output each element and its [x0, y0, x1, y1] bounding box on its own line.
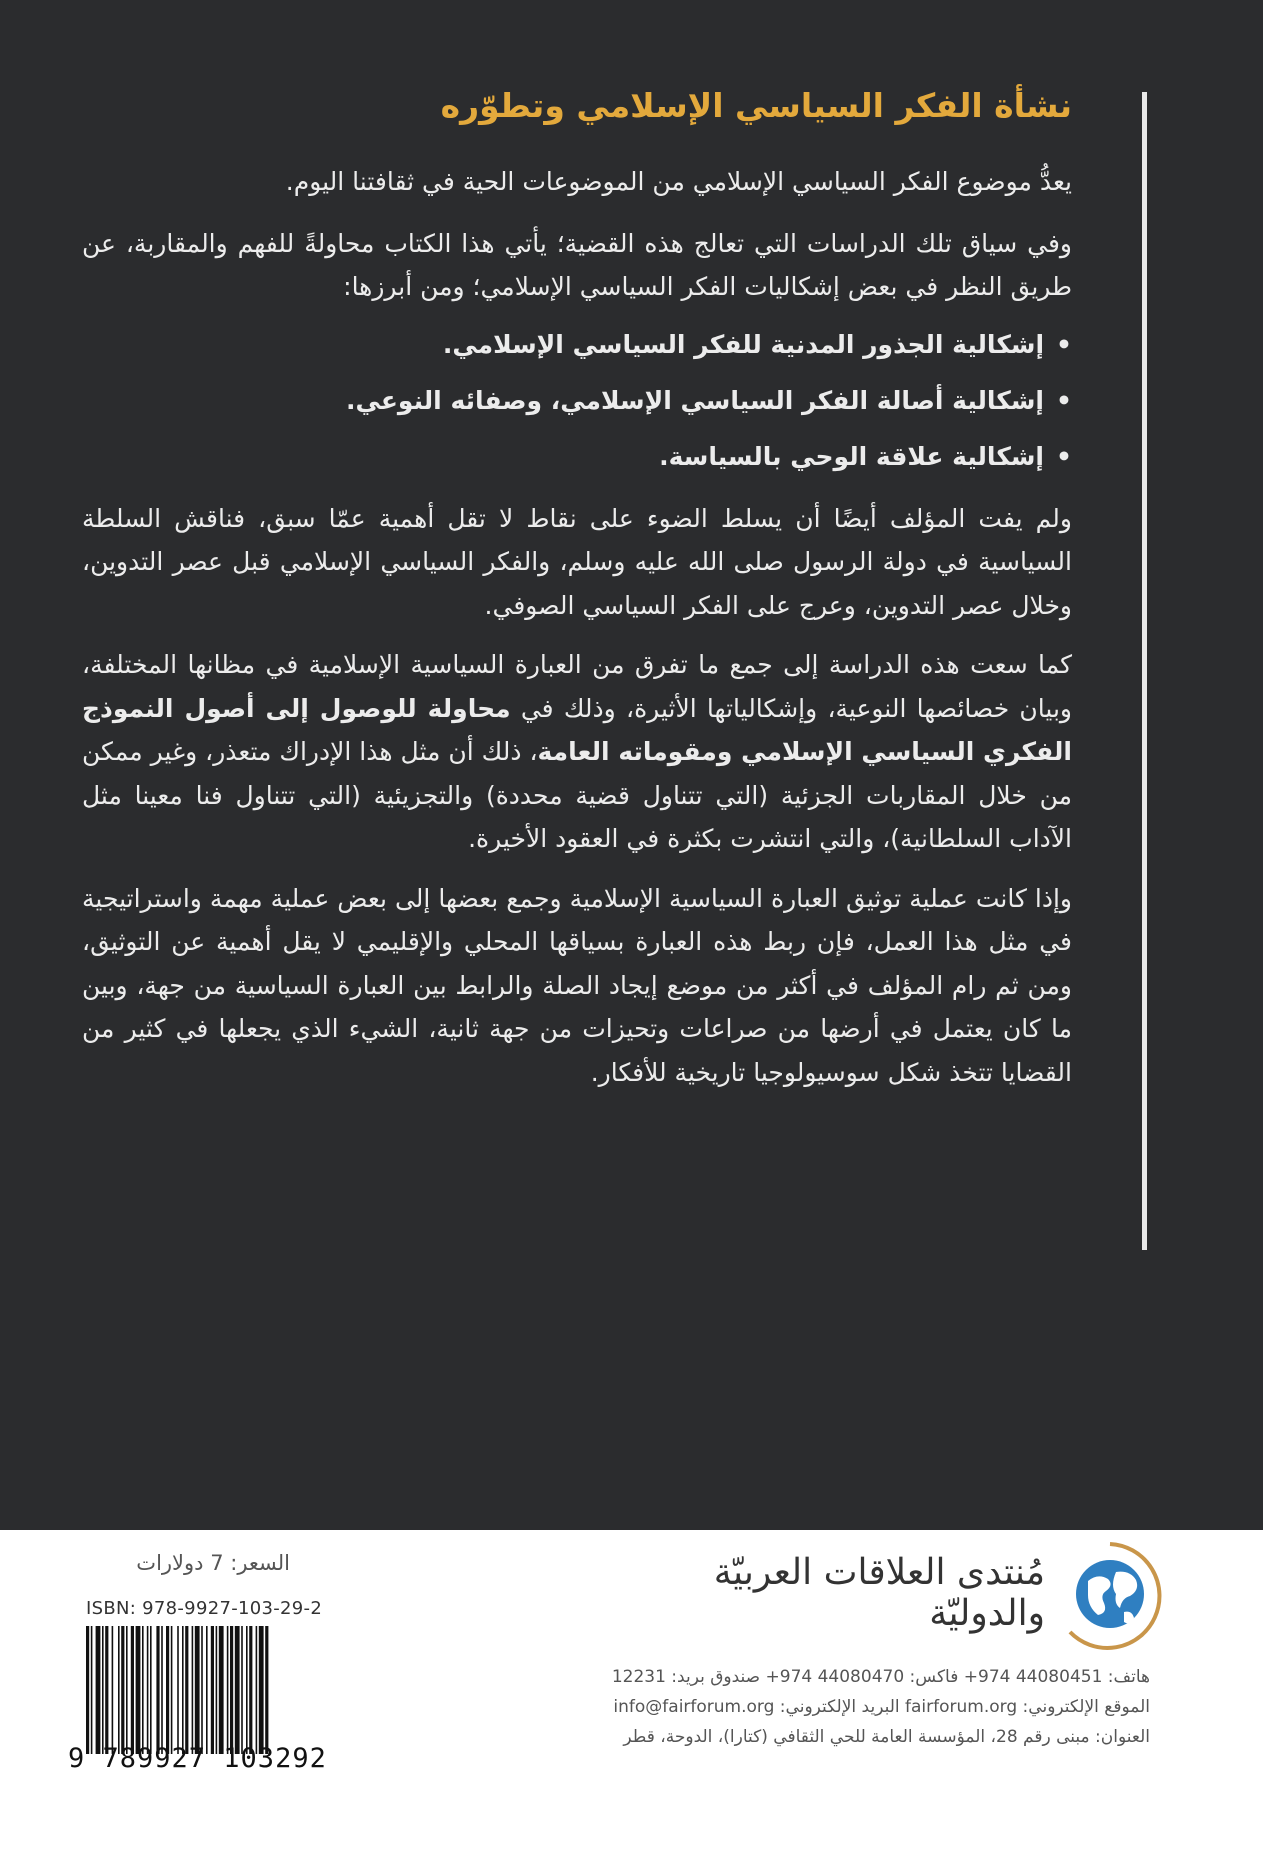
barcode-bar — [216, 1626, 218, 1754]
blurb — [82, 78, 1072, 1110]
barcode-bar — [156, 1626, 159, 1754]
barcode-bar — [182, 1626, 184, 1754]
barcode-bar — [136, 1626, 141, 1754]
study-aim-emphasis: محاولة للوصول إلى أصول النموذج الفكري السياسي الإسلامي ومقوماته العامة — [82, 693, 1072, 766]
book-title: نشأة الفكر السياسي الإسلامي وتطوّره — [440, 86, 1072, 125]
barcode-bar — [235, 1626, 240, 1754]
barcode-bar — [241, 1626, 243, 1754]
paragraph-author-topics: ولم يفت المؤلف أيضًا أن يسلط الضوء على نقاط لا تقل أهمية عمّا سبق، فناقش السلطة السياسية في دولة الرسول صلى الله عليه وسلم، والفكر السياسي الإسلامي قبل عصر التدوين، وخلال عصر التدوين، وعرج على الفكر السياسي الصوفي. — [82, 503, 1072, 620]
barcode-bar — [96, 1626, 101, 1754]
bullet-marker: • — [1056, 329, 1072, 359]
publisher-name: مُنتدى العلاقات العربيّة والدوليّة — [713, 1552, 1045, 1634]
intro-paragraph: يعدُّ موضوع الفكر السياسي الإسلامي من الموضوعات الحية في ثقافتنا اليوم. — [285, 167, 1072, 196]
barcode-bar — [201, 1626, 203, 1754]
list-item — [82, 381, 1072, 421]
list-item-text: إشكالية علاقة الوحي بالسياسة. — [659, 441, 1045, 471]
barcode-bar — [91, 1626, 93, 1754]
barcode-bar — [142, 1626, 144, 1754]
list-item-text: إشكالية أصالة الفكر السياسي الإسلامي، وصفائه النوعي. — [346, 385, 1045, 415]
publisher-contact — [590, 1662, 1150, 1752]
barcode-bar — [185, 1626, 188, 1754]
barcode-bar — [192, 1626, 194, 1754]
barcode-bar — [126, 1626, 128, 1754]
barcode-bar — [171, 1626, 173, 1754]
barcode-bar — [195, 1626, 200, 1754]
study-aim-text-continued: ، ذلك أن مثل هذا الإدراك متعذر، وغير ممكن من خلال المقاربات الجزئية (التي تتناول قضية محددة) والتجزيئية (التي تتناول فنا معينا مثل الآداب السلطانية)، والتي انتشرت بكثرة في العقود الأخيرة. — [82, 737, 1072, 853]
barcode-bar — [249, 1626, 252, 1754]
barcode-bar — [131, 1626, 134, 1754]
barcode-bar — [161, 1626, 163, 1754]
barcode-bar — [259, 1626, 264, 1754]
barcode-digits: 9 789927 103292 — [68, 1743, 327, 1774]
barcode-bar — [219, 1626, 224, 1754]
barcode-bar — [230, 1626, 233, 1754]
price-label: السعر: 7 دولارات — [136, 1551, 290, 1575]
barcode-bar — [118, 1626, 120, 1754]
barcode-bar — [265, 1626, 268, 1754]
bullet-marker: • — [1056, 441, 1072, 471]
contact-phone: هاتف: 44080451 974+ فاكس: 44080470 974+ صندوق بريد: 12231 — [611, 1667, 1150, 1687]
paragraph-problems: وفي سياق تلك الدراسات التي تعالج هذه القضية؛ يأتي هذا الكتاب محاولةً للفهم والمقاربة، عن طريق النظر في بعض إشكاليات الفكر السياسي الإسلامي؛ ومن أبرزها: — [82, 228, 1072, 301]
barcode-bar — [246, 1626, 248, 1754]
vertical-divider — [1142, 92, 1147, 1250]
barcode-bar — [227, 1626, 229, 1754]
barcode-bar — [166, 1626, 169, 1754]
barcode-bar — [112, 1626, 114, 1754]
contact-address: العنوان: مبنى رقم 28، المؤسسة العامة للحي الثقافي (كتارا)، الدوحة، قطر — [623, 1727, 1150, 1747]
list-item-text: إشكالية الجذور المدنية للفكر السياسي الإسلامي. — [442, 329, 1045, 359]
list-item — [82, 325, 1072, 365]
paragraph-documentation: وإذا كانت عملية توثيق العبارة السياسية الإسلامية وجمع بعضها إلى بعض عملية مهمة واستراتيجية في مثل هذا العمل، فإن ربط هذه العبارة بسياقها المحلي والإقليمي لا يقل أهمية عن التوثيق، ومن ثم رام المؤلف في أكثر من موضع إيجاد الصلة والرابط بين العبارة السياسية من جهة، وبين ما كان يعتمل في أرضها من صراعات وتحيزات من جهة ثانية، الشيء الذي يجعلها في كثير من القضايا تتخذ شكل سوسيولوجيا تاريخية للأفكار. — [82, 883, 1072, 1087]
barcode — [86, 1626, 336, 1754]
barcode-bar — [147, 1626, 149, 1754]
list-item — [82, 437, 1072, 477]
contact-web: الموقع الإلكتروني: fairforum.org البريد الإلكتروني: info@fairforum.org — [613, 1697, 1150, 1717]
study-aim-text: كما سعت هذه الدراسة إلى جمع ما تفرق من العبارة السياسية الإسلامية في مظانها المختلفة، وبيان خصائصها النوعية، وإشكالياتها الأثيرة، وذلك في — [82, 650, 1072, 723]
barcode-bar — [86, 1626, 89, 1754]
bullet-marker: • — [1056, 385, 1072, 415]
barcode-bar — [105, 1626, 108, 1754]
barcode-bar — [206, 1626, 208, 1754]
isbn-label: ISBN: 978-9927-103-29-2 — [86, 1598, 323, 1619]
globe-logo-icon — [1050, 1536, 1170, 1656]
barcode-bar — [177, 1626, 179, 1754]
barcode-bar — [211, 1626, 214, 1754]
barcode-bar — [102, 1626, 104, 1754]
barcode-bar — [150, 1626, 152, 1754]
problems-list — [82, 325, 1072, 477]
barcode-bar — [121, 1626, 124, 1754]
barcode-bar — [256, 1626, 258, 1754]
paragraph-study-aim — [82, 643, 1072, 861]
